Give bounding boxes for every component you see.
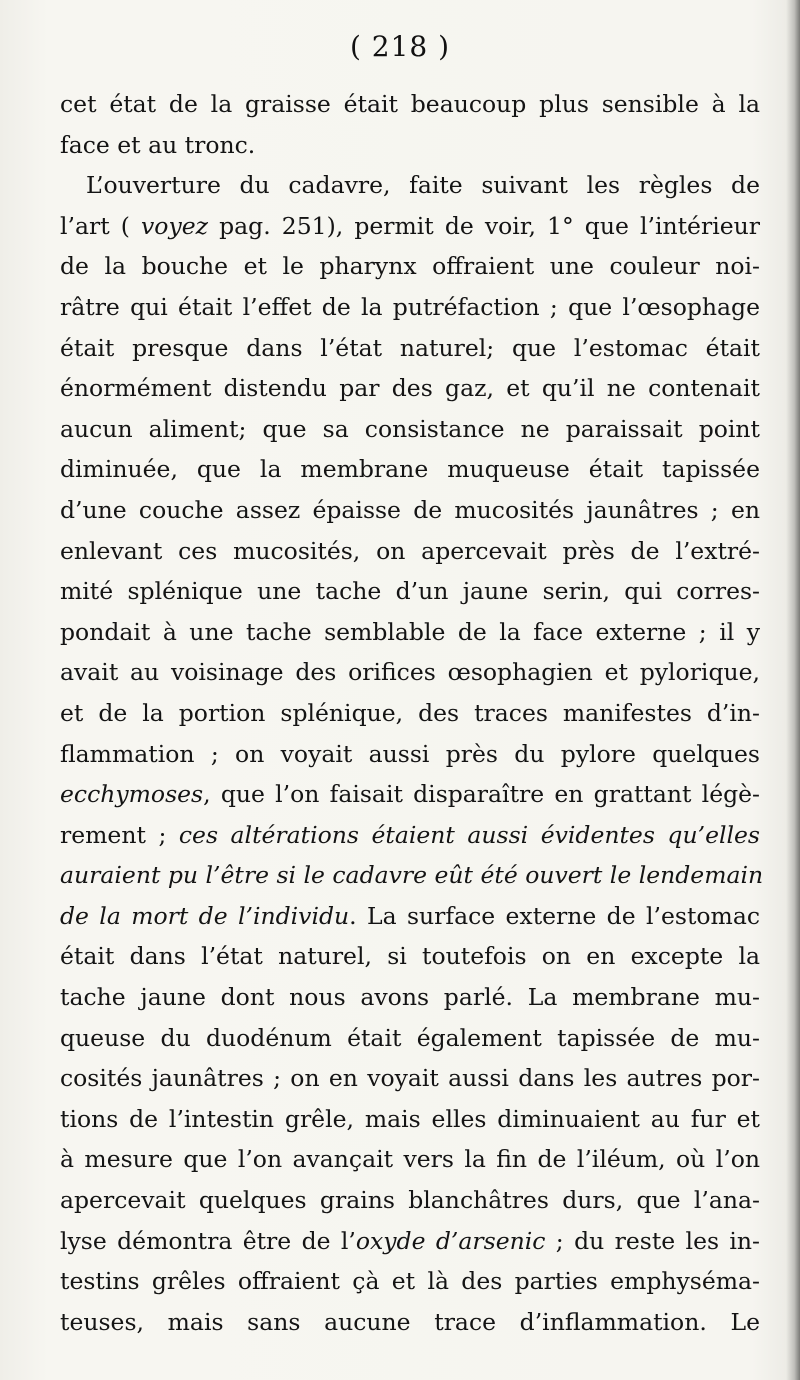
text-line: teuses, mais sans aucune trace d’inflammation. Le — [60, 1307, 760, 1336]
text-line: flammation ; on voyait aussi près du pylore quelques — [60, 739, 760, 768]
text-line — [60, 206, 760, 247]
text-line — [60, 815, 760, 856]
text-line: et de la portion splénique, des traces manifestes d’in- — [60, 698, 760, 727]
text-line: énormément distendu par des gaz, et qu’il ne contenait — [60, 374, 760, 403]
body-text — [60, 84, 764, 1342]
text-line: enlevant ces mucosités, on apercevait près de l’extré- — [60, 536, 760, 565]
text-segment: , que l’on faisait disparaître en grattant légè- — [203, 780, 760, 809]
text-segment: rement ; — [60, 820, 179, 849]
text-line: L’ouverture du cadavre, faite suivant les règles de — [86, 171, 760, 200]
text-line: était dans l’état naturel, si toutefois on en excepte la — [60, 942, 760, 971]
text-line: de la bouche et le pharynx offraient une couleur noi- — [60, 252, 760, 281]
text-line: apercevait quelques grains blanchâtres durs, que l’ana- — [60, 1186, 760, 1215]
italic-text: de la mort de l’individu — [60, 901, 350, 930]
text-line: était presque dans l’état naturel; que l’estomac était — [60, 333, 760, 362]
text-line: pondait à une tache semblable de la face externe ; il y — [60, 617, 760, 646]
text-line — [60, 855, 764, 896]
text-line: tache jaune dont nous avons parlé. La membrane mu- — [60, 983, 760, 1012]
text-line: face et au tronc. — [60, 130, 256, 159]
text-segment: ; du reste les in- — [545, 1226, 760, 1255]
italic-text: voyez — [141, 211, 209, 240]
italic-text: oxyde d’arsenic — [355, 1226, 546, 1255]
text-segment: lyse démontra être de l’ — [60, 1226, 356, 1255]
text-line — [60, 774, 760, 815]
text-line: queuse du duodénum était également tapissée de mu- — [60, 1023, 760, 1052]
text-line: d’une couche assez épaisse de mucosités jaunâtres ; en — [60, 495, 760, 524]
text-segment: pag. 251), permit de voir, 1° que l’intérieur — [208, 211, 760, 240]
italic-text: auraient pu l’être si le cadavre eût été ouvert le lendemain — [60, 861, 764, 890]
text-line: avait au voisinage des orifices œsophagien et pylorique, — [60, 658, 760, 687]
text-line — [60, 1221, 760, 1262]
text-line: aucun aliment; que sa consistance ne paraissait point — [60, 414, 760, 443]
text-line: cet état de la graisse était beaucoup plus sensible à la — [60, 90, 760, 118]
italic-text: ces altérations étaient aussi évidentes qu’elles — [178, 820, 760, 849]
text-line: mité splénique une tache d’un jaune serin, qui corres- — [60, 577, 760, 606]
text-line: à mesure que l’on avançait vers la fin de l’iléum, où l’on — [60, 1145, 760, 1174]
text-segment: . La surface externe de l’estomac — [349, 901, 760, 930]
text-line: râtre qui était l’effet de la putréfaction ; que l’œsophage — [60, 292, 760, 321]
page-edge-shadow — [786, 0, 800, 1380]
text-line: cosités jaunâtres ; on en voyait aussi dans les autres por- — [60, 1064, 760, 1093]
text-line: testins grêles offraient çà et là des parties emphyséma- — [60, 1267, 760, 1296]
italic-text: ecchymoses — [60, 780, 204, 809]
text-line — [60, 896, 760, 937]
text-line: tions de l’intestin grêle, mais elles diminuaient au fur et — [60, 1104, 760, 1133]
text-line: diminuée, que la membrane muqueuse était tapissée — [60, 455, 760, 484]
page-number: ( 218 ) — [349, 30, 451, 63]
text-segment: l’art ( — [60, 211, 142, 240]
